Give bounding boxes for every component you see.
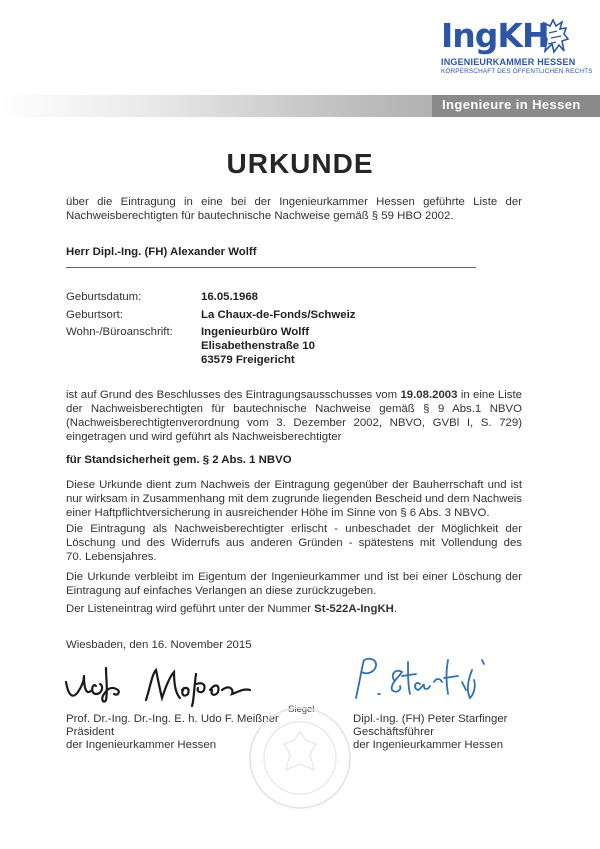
intro-line-1: über die Eintragung in eine bei der Ingenieurkammer Hessen geführte Liste der bbox=[66, 196, 522, 208]
lion-crest-icon bbox=[537, 17, 573, 55]
birthdate-value: 16.05.1968 bbox=[201, 291, 259, 303]
para3-line-2: Eintragung auf einfaches Verlangen an diese zurückzugeben. bbox=[66, 585, 377, 597]
para3-line-1: Die Urkunde verbleibt im Eigentum der Ingenieurkammer und ist bei einer Löschung der bbox=[66, 571, 522, 583]
logo-wordmark: IngKH bbox=[441, 16, 549, 55]
decision-line-2: der Nachweisberechtigten für bautechnische Nachweise gemäß § 9 Abs.1 NBVO bbox=[66, 403, 522, 415]
header-band-label: Ingenieure in Hessen bbox=[442, 97, 581, 112]
holder-name: Herr Dipl.-Ing. (FH) Alexander Wolff bbox=[66, 246, 257, 258]
address-line-3: 63579 Freigericht bbox=[201, 354, 295, 366]
intro-line-2: Nachweisberechtigten für bautechnische Nachweise gemäß § 59 HBO 2002. bbox=[66, 210, 454, 222]
decision-line-3: (Nachweisberechtigtenverordnung vom 3. Dezember 2002, NBVO, GVBl I, S. 729) bbox=[66, 417, 522, 429]
address-line-1: Ingenieurbüro Wolff bbox=[201, 326, 309, 338]
decision-date: 19.08.2003 bbox=[400, 389, 458, 401]
register-line: Der Listeneintrag wird geführt unter der Nummer St-522A-IngKH. bbox=[66, 603, 398, 615]
para2-line-1: Die Eintragung als Nachweisberechtigter erlischt - unbeschadet der Möglichkeit der bbox=[66, 523, 522, 535]
org-subtitle: KÖRPERSCHAFT DES ÖFFENTLICHEN RECHTS bbox=[441, 68, 593, 75]
para2-line-3: 70. Lebensjahres. bbox=[66, 551, 157, 563]
seal-label: Siegel bbox=[288, 704, 315, 715]
name-underline bbox=[66, 267, 476, 268]
left-signer-name: Prof. Dr.-Ing. Dr.-Ing. E. h. Udo F. Meißner bbox=[66, 713, 279, 725]
para1-line-1: Diese Urkunde dient zum Nachweis der Eintragung gegenüber der Bauherrschaft und ist bbox=[66, 479, 522, 491]
para1-line-2: nur wirksam in Zusammenhang mit dem zugrunde liegenden Bescheid und dem Nachweis bbox=[66, 493, 522, 505]
right-signer-role: Geschäftsführer bbox=[353, 726, 435, 738]
birthdate-label: Geburtsdatum: bbox=[66, 291, 142, 303]
place-date: Wiesbaden, den 16. November 2015 bbox=[66, 639, 252, 651]
decision-line-4: eingetragen und wird geführt als Nachweisberechtigter bbox=[66, 431, 342, 443]
right-signer-name: Dipl.-Ing. (FH) Peter Starfinger bbox=[353, 713, 508, 725]
category-text: für Standsicherheit gem. § 2 Abs. 1 NBVO bbox=[66, 454, 292, 466]
para1-line-3: einer Haftpflichtversicherung in ausreichender Höhe im Sinne von § 6 Abs. 3 NBVO. bbox=[66, 507, 490, 519]
register-number: St-522A-IngKH bbox=[314, 603, 394, 615]
org-name: INGENIEURKAMMER HESSEN bbox=[441, 57, 576, 67]
address-label: Wohn-/Büroanschrift: bbox=[66, 326, 173, 338]
signature-left bbox=[60, 660, 260, 708]
embossed-seal bbox=[244, 700, 356, 812]
address-line-2: Elisabethenstraße 10 bbox=[201, 340, 315, 352]
signature-right bbox=[350, 650, 500, 708]
para2-line-2: Löschung und des Widerrufs aus anderen Gründen - spätestens mit Vollendung des bbox=[66, 537, 522, 549]
left-signer-role: Präsident bbox=[66, 726, 115, 738]
birthplace-value: La Chaux-de-Fonds/Schweiz bbox=[201, 309, 356, 321]
decision-line-1: ist auf Grund des Beschlusses des Eintragungsausschusses vom 19.08.2003 in eine Liste bbox=[66, 389, 522, 401]
birthplace-label: Geburtsort: bbox=[66, 309, 123, 321]
left-signer-org: der Ingenieurkammer Hessen bbox=[66, 739, 217, 751]
page-title: URKUNDE bbox=[226, 148, 374, 179]
right-signer-org: der Ingenieurkammer Hessen bbox=[353, 739, 504, 751]
